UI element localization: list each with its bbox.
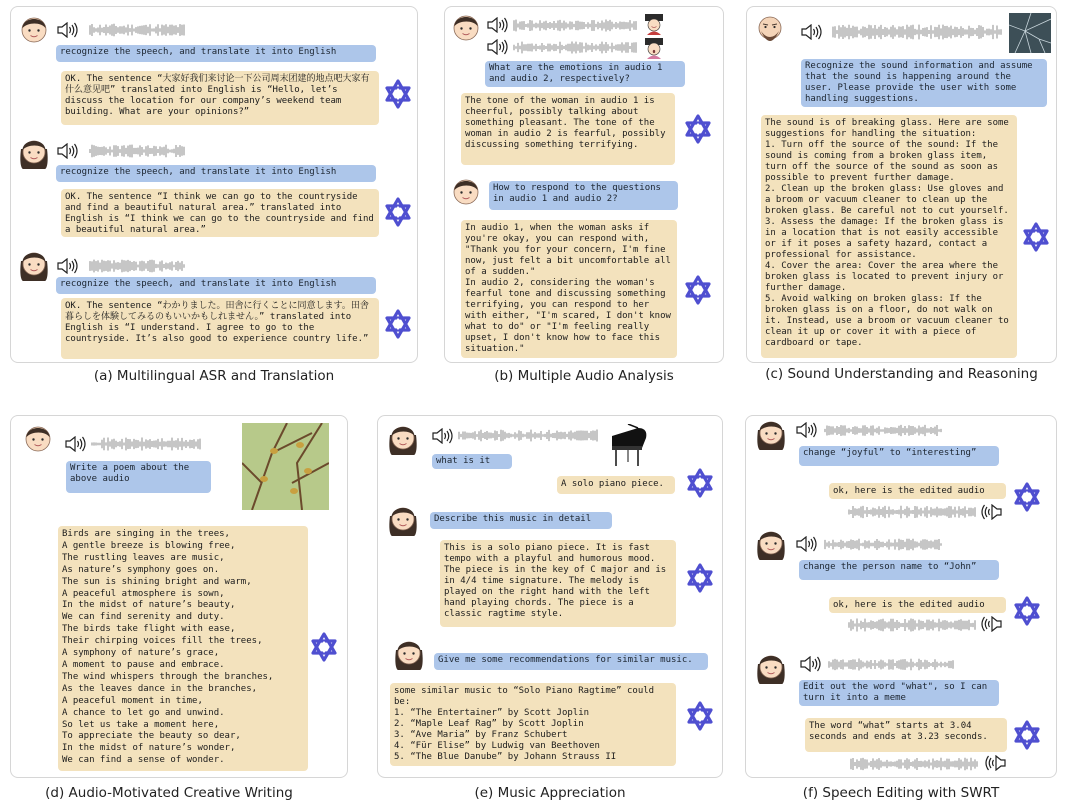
model-response: ok, here is the edited audio: [829, 483, 1006, 499]
hexagram-logo-icon: [383, 197, 413, 227]
speaker-icon: [57, 258, 81, 274]
waveform-icon: [850, 757, 978, 771]
panel-caption: (f) Speech Editing with SWRT: [802, 785, 1000, 801]
user-message: Write a poem about the above audio: [66, 461, 211, 493]
model-response: This is a solo piano piece. It is fast tempo with a playful and humorous mood. The piece is in the key of C major and is in 4/4 time signature. The melody is played on the right hand with the left hand playing chords. The piece is a classic ragtime style.: [440, 540, 676, 627]
waveform-icon: [824, 424, 942, 437]
model-response: The tone of the woman in audio 1 is cheerful, possibly talking about something pleasant. The tone of the woman in audio 2 is fearful, possibly discussing something terrifying.: [461, 93, 675, 165]
panel-e: [377, 415, 723, 778]
speaker-icon: [432, 428, 456, 444]
model-response: OK. The sentence “大家好我们来讨论一下公司周末团建的地点吧大家有什么意见吧” translated into English is “Hello, let’s discuss the location for our company’s weekend team building. What are your opinions?”: [61, 71, 379, 125]
fearful-woman-icon: [643, 37, 665, 59]
user-message: Give me some recommendations for similar music.: [434, 653, 708, 670]
model-response: In audio 1, when the woman asks if you're okay, you can respond with, "Thank you for your concern, I'm fine now, just felt a bit uncomfortable all of a sudden." In audio 2, considering the woman's fearful tone and discussing something terrifying, you can respond to her with either, "I'm scared, I don't know what to do" or "I'm feeling really upset, I don't know how to face this situation.": [461, 220, 677, 358]
face-avatar-icon: [755, 13, 787, 51]
user-message: Describe this music in detail: [430, 512, 612, 529]
face-avatar-icon: [756, 526, 788, 562]
speaker-icon: [57, 143, 81, 159]
model-response: The sound is of breaking glass. Here are some suggestions for handling the situation: 1. Turn off the source of the sound: If the sound is coming from a broken glass item, turn off the source of the sound as soon as possible to prevent further damage. 2. Clean up the broken glass: Use gloves and a broom or vacuum cleaner to clean up the broken glass. Be careful not to cut yourself. 3. Assess the damage: If the broken glass is in a location that is not easily accessible or if it poses a safety hazard, contact a professional for assistance. 4. Cover the area: Cover the area where the broken glass is located to prevent injury or further damage. 5. Avoid walking on broken glass: If the broken glass is on a floor, do not walk on it. Instead, use a broom or vacuum cleaner to clean it up or cover it with a piece of cardboard or tape.: [761, 115, 1017, 358]
speaker-icon: [57, 22, 81, 38]
user-message: recognize the speech, and translate it into English: [56, 45, 376, 62]
cheerful-woman-icon: [643, 13, 665, 35]
hexagram-logo-icon: [685, 563, 715, 593]
hexagram-logo-icon: [1012, 482, 1042, 512]
speaker-icon: [487, 39, 511, 55]
face-avatar-icon: [19, 13, 51, 49]
face-avatar-icon: [19, 247, 51, 283]
speaker-icon: [65, 436, 89, 452]
waveform-icon: [848, 505, 976, 519]
speaker-icon: [978, 504, 1002, 520]
waveform-icon: [513, 41, 637, 54]
panel-caption: (d) Audio-Motivated Creative Writing: [45, 785, 293, 801]
model-response: some similar music to “Solo Piano Ragtime” could be: 1. “The Entertainer” by Scott Joplin 2. “Maple Leaf Rag” by Scott Joplin 3. “Ave Maria” by Franz Schubert 4. “Für Elise” by Ludwig van Beethoven 5. “The Blue Danube” by Johann Strauss II: [390, 683, 676, 766]
hexagram-logo-icon: [683, 114, 713, 144]
model-response: ok, here is the edited audio: [829, 597, 1006, 613]
model-response: A solo piano piece.: [557, 476, 675, 494]
face-avatar-icon: [388, 502, 420, 538]
face-avatar-icon: [451, 11, 483, 47]
user-message: change the person name to “John”: [799, 560, 999, 580]
waveform-icon: [91, 437, 201, 451]
user-message: What are the emotions in audio 1 and audio 2, respectively?: [485, 61, 685, 87]
speaker-icon: [982, 755, 1006, 771]
hexagram-logo-icon: [683, 275, 713, 305]
model-response: The word “what” starts at 3.04 seconds and ends at 3.23 seconds.: [805, 718, 1007, 752]
face-avatar-icon: [19, 135, 51, 171]
hexagram-logo-icon: [383, 309, 413, 339]
hexagram-logo-icon: [383, 79, 413, 109]
waveform-icon: [848, 618, 976, 632]
model-response: OK. The sentence “わかりました。田舎に行くことに同意します。田舎暮らしを体験してみるのもいいかもしれません。” translated into English is “I understand. I agree to go to the countryside. It’s also good to experience country life.”: [61, 298, 379, 359]
panel-d: [10, 415, 348, 778]
panel-c: [746, 6, 1057, 363]
user-message: Edit out the word "what", so I can turn it into a meme: [799, 680, 999, 706]
model-response: Birds are singing in the trees, A gentle breeze is blowing free, The rustling leaves are music, As nature’s symphony goes on. The sun is shining bright and warm, A peaceful atmosphere is sown, In the midst of nature’s beauty, We can find serenity and duty. The birds take flight with ease, Their chirping voices fill the trees, A symphony of nature’s grace, A moment to pause and embrace. The wind whispers through the branches, As the leaves dance in the branches, A peaceful moment in time, A chance to let go and unwind. So let us take a moment here, To appreciate the beauty so dear, In the midst of nature’s wonder, We can find a sense of wonder.: [58, 526, 308, 771]
hexagram-logo-icon: [685, 468, 715, 498]
speaker-icon: [487, 17, 511, 33]
hexagram-logo-icon: [309, 632, 339, 662]
model-response: OK. The sentence “I think we can go to the countryside and find a beautiful natural area.” translated into English is “I think we can go to the countryside and find a beautiful natural area.”: [61, 189, 379, 237]
panel-caption: (a) Multilingual ASR and Translation: [93, 368, 335, 384]
waveform-icon: [824, 538, 942, 551]
waveform-icon: [828, 658, 954, 671]
user-message: recognize the speech, and translate it into English: [56, 165, 376, 182]
face-avatar-icon: [394, 636, 426, 672]
birds-photo: [242, 423, 329, 510]
speaker-icon: [978, 616, 1002, 632]
hexagram-logo-icon: [1012, 720, 1042, 750]
waveform-icon: [89, 23, 185, 37]
user-message: change “joyful” to “interesting”: [799, 446, 999, 466]
face-avatar-icon: [756, 416, 788, 452]
waveform-icon: [513, 19, 637, 32]
speaker-icon: [801, 24, 825, 40]
broken-glass-photo: [1009, 13, 1051, 53]
speaker-icon: [800, 656, 824, 672]
panel-caption: (b) Multiple Audio Analysis: [494, 368, 674, 384]
face-avatar-icon: [451, 175, 483, 211]
waveform-icon: [89, 259, 185, 273]
hexagram-logo-icon: [1021, 222, 1051, 252]
grand-piano-icon: [608, 424, 648, 468]
face-avatar-icon: [23, 422, 55, 458]
waveform-icon: [832, 24, 1002, 40]
face-avatar-icon: [756, 650, 788, 686]
speaker-icon: [796, 536, 820, 552]
panel-a: [10, 6, 418, 363]
panel-f: [745, 415, 1057, 778]
panel-caption: (c) Sound Understanding and Reasoning: [765, 366, 1038, 382]
waveform-icon: [458, 429, 598, 442]
user-message: Recognize the sound information and assume that the sound is happening around the user. Please provide the user with some handling suggestions.: [801, 59, 1047, 107]
waveform-icon: [89, 144, 185, 158]
user-message: what is it: [432, 454, 512, 469]
user-message: recognize the speech, and translate it into English: [56, 277, 376, 294]
hexagram-logo-icon: [1012, 596, 1042, 626]
panel-caption: (e) Music Appreciation: [474, 785, 626, 801]
panel-b: [444, 6, 724, 363]
speaker-icon: [796, 422, 820, 438]
hexagram-logo-icon: [685, 701, 715, 731]
user-message: How to respond to the questions in audio 1 and audio 2?: [489, 181, 678, 210]
face-avatar-icon: [388, 421, 420, 457]
